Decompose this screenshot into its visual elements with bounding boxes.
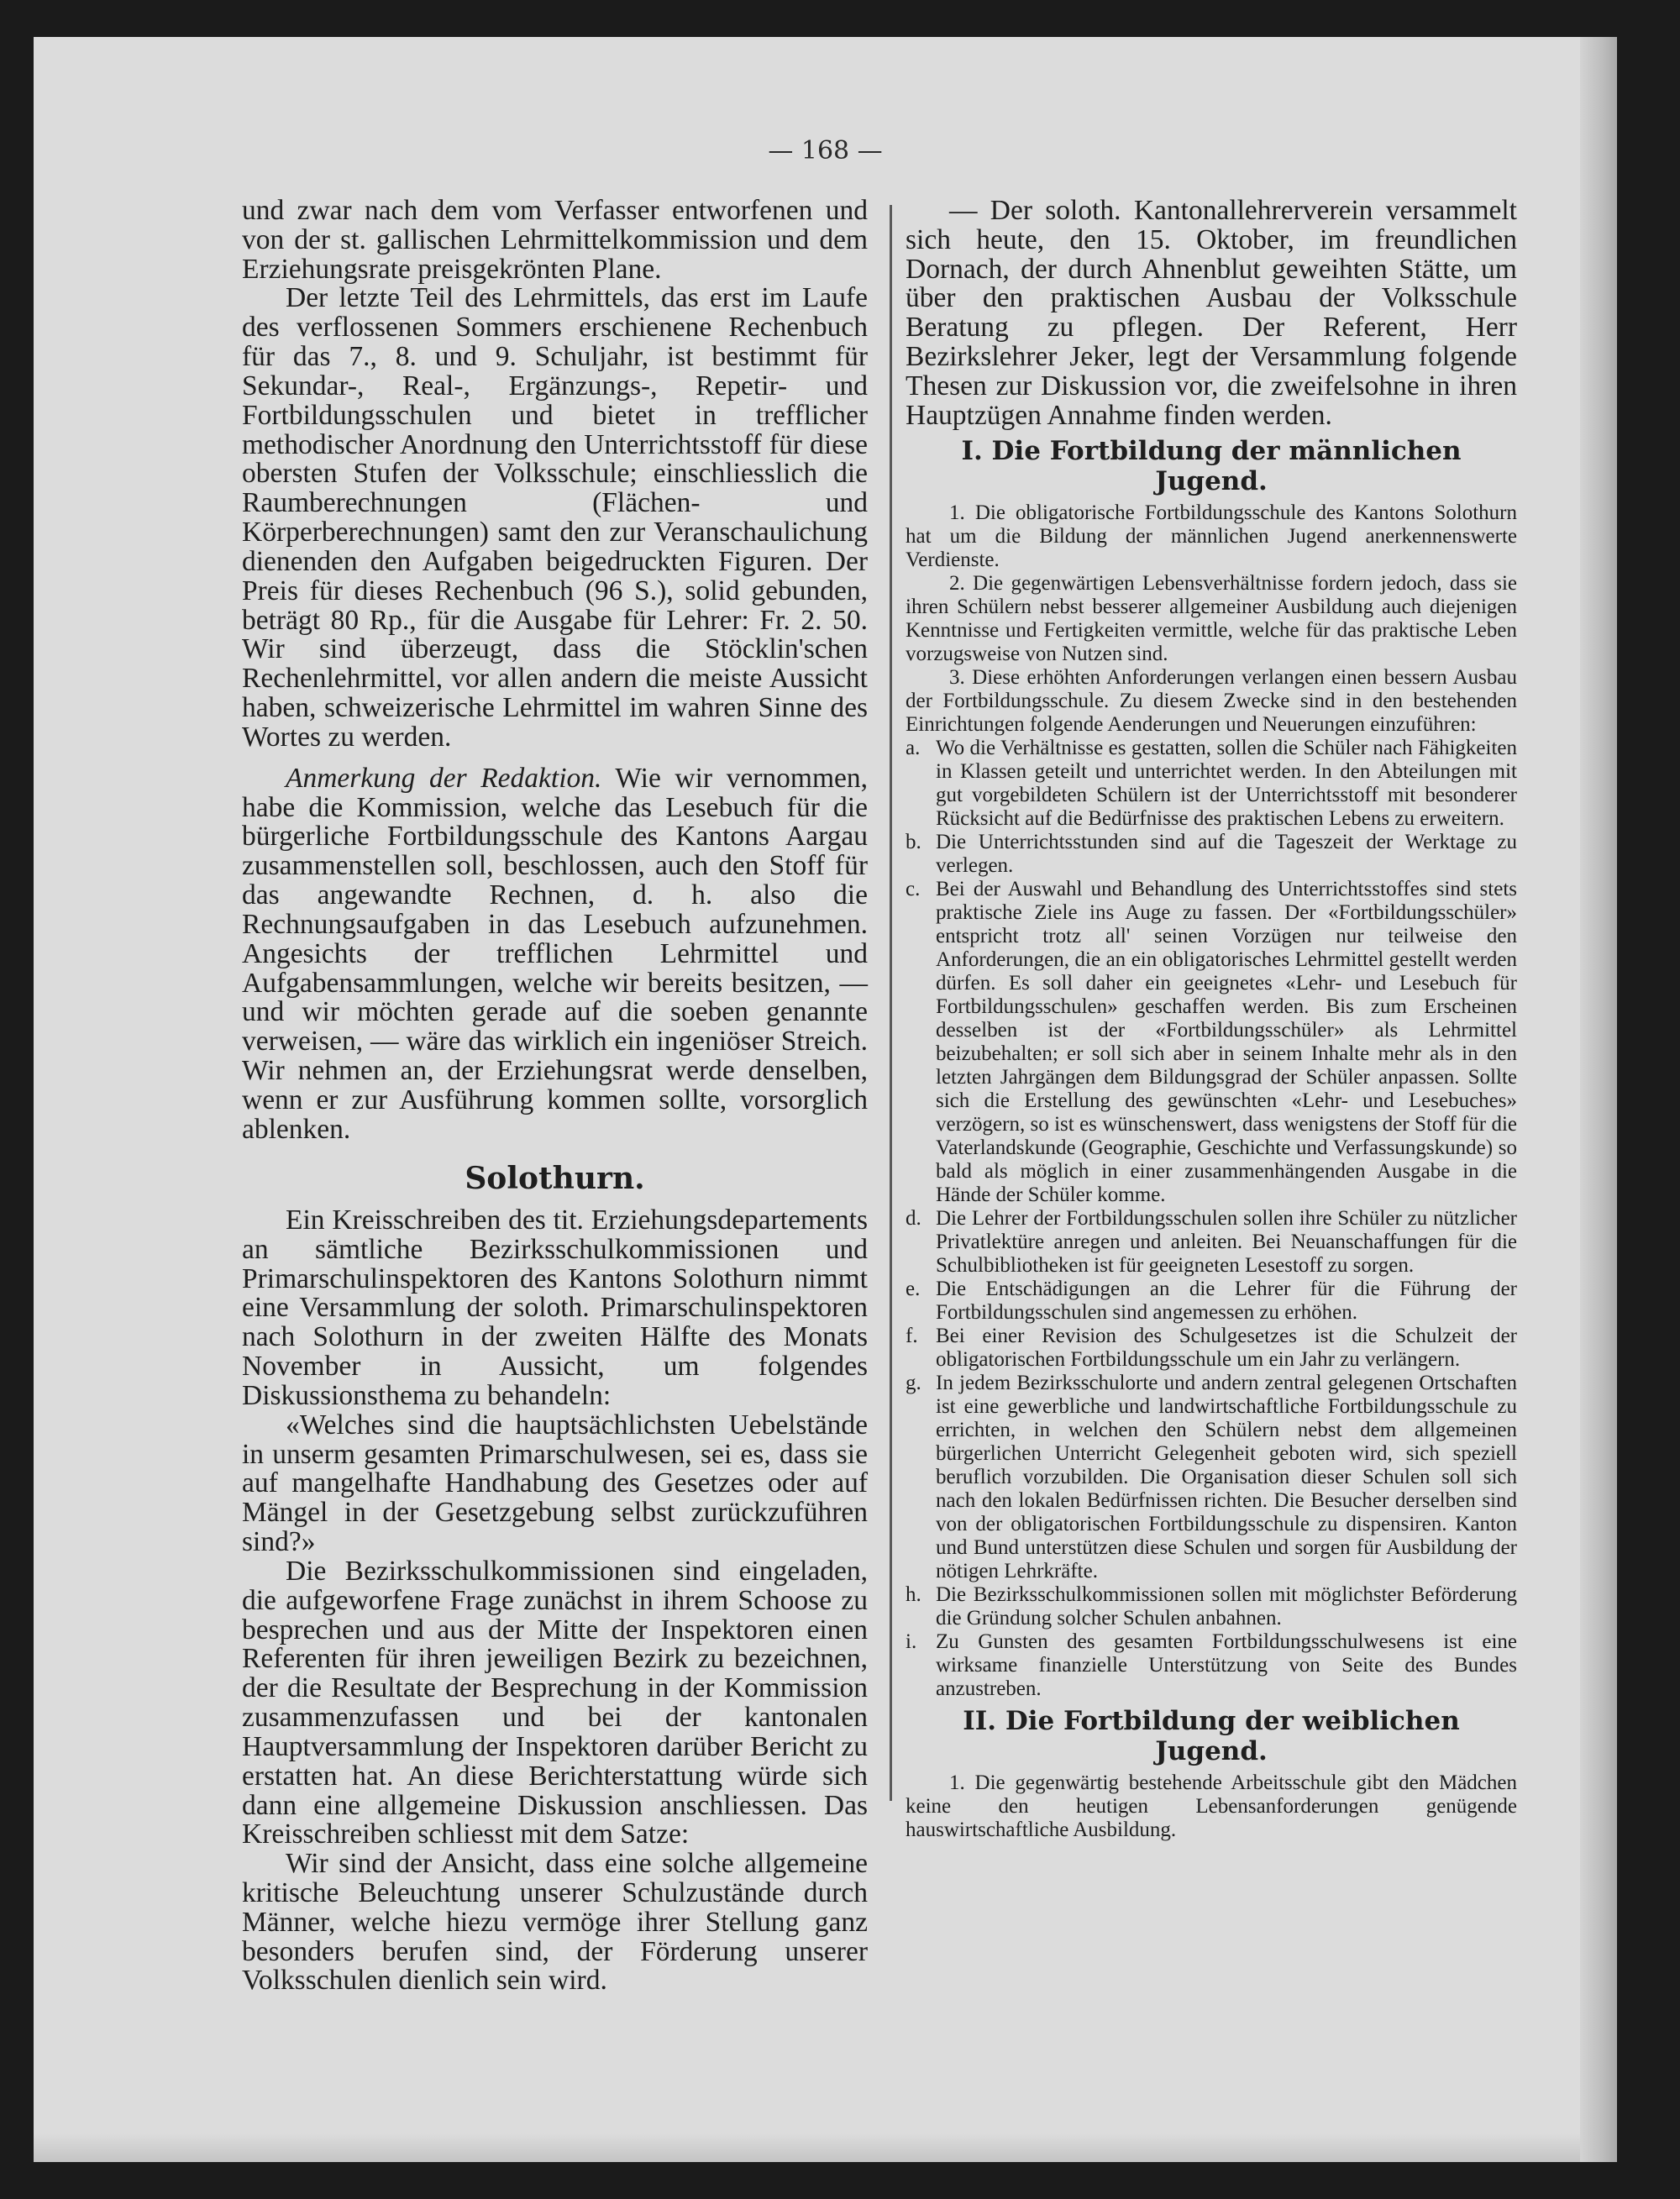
list-marker: c. <box>906 877 921 900</box>
column-divider <box>890 205 892 1801</box>
thesis-items <box>906 737 1517 1701</box>
thesis: 3. Diese erhöhten Anforderungen verlangen einen bessern Ausbau der Fortbildungsschule. Zu diesem Zwecke sind in den bestehenden Einrichtungen folgende Aenderungen und Neuerungen einzuführen: <box>906 665 1517 736</box>
list-marker: g. <box>906 1371 921 1394</box>
scanned-page <box>34 37 1617 2162</box>
list-item <box>906 1583 1517 1630</box>
paragraph: Der letzte Teil des Lehrmittels, das erst im Laufe des verflossenen Sommers erschienene Rechenbuch für das 7., 8. und 9. Schuljahr, ist bestimmt für Sekundar-, Real-, Ergänzungs-, Repetir- und Fortbildungsschulen und bietet in trefflicher methodischer Anordnung den Unterrichtsstoff für diese obersten Stufen der Volksschule; einschliesslich die Raumberechnungen (Flächen- und Körperberechnungen) samt den zur Veranschaulichung dienenden den Aufgaben beigedruckten Figuren. Der Preis für dieses Rechenbuch (96 S.), solid gebunden, beträgt 80 Rp., für die Ausgabe für Lehrer: Fr. 2. 50. Wir sind überzeugt, dass die Stöcklin'schen Rechenlehrmittel, vor allen andern die meiste Aussicht haben, schweizerische Lehrmittel im wahren Sinne des Wortes zu werden. <box>242 282 868 753</box>
thesis: 2. Die gegenwärtigen Lebensverhältnisse fordern jedoch, dass sie ihren Schülern nebst besserer allgemeiner Ausbildung auch diejenigen Kenntnisse und Fertigkeiten vermittle, welche für das praktische Leben vorzugsweise von Nutzen sind. <box>906 571 1517 665</box>
list-marker: i. <box>906 1630 917 1653</box>
list-item <box>906 1372 1517 1583</box>
list-item <box>906 1278 1517 1325</box>
list-text: In jedem Bezirksschulorte und andern zentral gelegenen Ortschaften ist eine gewerbliche und landwirtschaftliche Fortbildungsschule zu errichten, in welchen den Schülern nebst dem allgemeinen bürgerlichen Unterricht Gelegenheit geboten wird, sich speziell beruflich vorzubilden. Die Organisation dieser Schulen soll sich nach den lokalen Bedürfnissen richten. Die Besucher derselben sind von der obligatorischen Fortbildungsschule zu dispensiren. Kanton und Bund unterstützen diese Schulen und sorgen für Ausbildung der nötigen Lehrkräfte. <box>936 1371 1517 1582</box>
paragraph: und zwar nach dem vom Verfasser entworfenen und von der st. gallischen Lehrmittelkommission und dem Erziehungsrate preisgekrönten Plane. <box>242 195 868 285</box>
list-item <box>906 1325 1517 1372</box>
list-text: Die Bezirksschulkommissionen sollen mit möglichster Beförderung die Gründung solcher Schulen anbahnen. <box>936 1582 1517 1630</box>
thesis: 1. Die obligatorische Fortbildungsschule des Kantons Solothurn hat um die Bildung der männlichen Jugend anerkennenswerte Verdienste. <box>906 501 1517 571</box>
page-number: — 168 — <box>768 136 883 165</box>
editorial-note <box>242 764 868 1145</box>
left-column <box>242 197 868 1996</box>
paragraph: Die Bezirksschulkommissionen sind eingeladen, die aufgeworfene Frage zunächst in ihrem Schoose zu besprechen und aus der Mitte der Inspektoren einen Referenten für ihren jeweiligen Bezirk zu bezeichnen, der die Resultate der Besprechung in der Kommission zusammenzufassen und bei der kantonalen Hauptversammlung der Inspektoren darüber Bericht zu erstatten hat. An diese Berichterstattung würde sich dann eine allgemeine Diskussion anschliessen. Das Kreisschreiben schliesst mit dem Satze: <box>242 1555 868 1850</box>
list-marker: d. <box>906 1206 921 1230</box>
list-text: Zu Gunsten des gesamten Fortbildungsschulwesens ist eine wirksame finanzielle Unterstützung von Seite des Bundes anzustreben. <box>936 1630 1517 1700</box>
editorial-note-text: Wie wir vernommen, habe die Kommission, welche das Lesebuch für die bürgerliche Fortbildungsschule des Kantons Aargau zusammenstellen soll, beschlossen, auch den Stoff für das angewandte Rechnen, d. h. also die Rechnungsaufgaben in das Lesebuch aufzunehmen. Angesichts der trefflichen Lehrmittel und Aufgabensammlungen, welche wir bereits besitzen, — und wir möchten gerade auf die soeben genannte verweisen, — wäre das wirklich ein ingeniöser Streich. Wir nehmen an, der Erziehungsrat werde denselben, wenn er zur Ausführung kommen sollte, vorsorglich ablenken. <box>242 762 869 1145</box>
paragraph: — Der soloth. Kantonallehrerverein versammelt sich heute, den 15. Oktober, im freundlichen Dornach, der durch Ahnenblut geweihten Stätte, um über den praktischen Ausbau der Volksschule Beratung zu pflegen. Der Referent, Herr Bezirkslehrer Jeker, legt der Versammlung folgende Thesen zur Diskussion vor, die zweifelsohne in ihren Hauptzügen Annahme finden werden. <box>906 195 1517 431</box>
list-text: Die Lehrer der Fortbildungsschulen sollen ihre Schüler zu nützlicher Privatlektüre anregen und anleiten. Bei Neuanschaffungen für die Schulbibliotheken ist für geeigneten Lesestoff zu sorgen. <box>936 1206 1517 1277</box>
section-heading: Solothurn. <box>465 1160 645 1196</box>
list-item <box>906 1630 1517 1701</box>
list-text: Bei einer Revision des Schulgesetzes ist die Schulzeit der obligatorischen Fortbildungsschule um ein Jahr zu verlängern. <box>936 1324 1517 1371</box>
thesis: 1. Die gegenwärtig bestehende Arbeitsschule gibt den Mädchen keine den heutigen Lebensanforderungen genügende hauswirtschaftliche Ausbildung. <box>906 1771 1517 1841</box>
list-item <box>906 878 1517 1207</box>
editorial-note-label: Anmerkung der Redaktion. <box>286 762 602 794</box>
list-item <box>906 1207 1517 1278</box>
list-text: Bei der Auswahl und Behandlung des Unterrichtsstoffes sind stets praktische Ziele ins Auge zu fassen. Der «Fortbildungsschüler» entspricht trotz all' seinen Vorzügen nur teilweise den Anforderungen, die an ein obligatorisches Lehrmittel gestellt werden dürfen. Es soll daher ein geeignetes «Lehr- und Lesebuch für Fortbildungsschulen» geschaffen werden. Bis zum Erscheinen desselben ist der «Fortbildungsschüler» als Lehrmittel beizubehalten; er soll sich aber in seinem Inhalte mehr als in den letzten Jahrgängen dem Bildungsgrad der Schüler anpassen. Sollte sich die Erstellung des gewünschten «Lehr- und Lesebuches» verzögern, so ist es wünschenswert, dass wenigstens der Stoff für die Vaterlandskunde (Geographie, Geschichte und Verfassungskunde) so bald als möglich in einer zusammenhängenden Ausgabe in die Hände der Schüler komme. <box>936 877 1517 1206</box>
thesis-heading: II. Die Fortbildung der weiblichen Jugend. <box>963 1705 1460 1766</box>
paragraph: «Welches sind die hauptsächlichsten Uebelstände in unserm gesamten Primarschulwesen, sei es, dass sie auf mangelhafte Handhabung des Gesetzes oder auf Mängel in der Gesetzgebung selbst zurückzuführen sind?» <box>242 1409 868 1558</box>
page-edge-shadow <box>34 2133 1617 2162</box>
list-marker: b. <box>906 830 921 853</box>
right-column <box>906 197 1517 1842</box>
thesis-heading: I. Die Fortbildung der männlichen Jugend. <box>961 435 1462 496</box>
list-text: Wo die Verhältnisse es gestatten, sollen die Schüler nach Fähigkeiten in Klassen geteilt und unterrichtet werden. In den Abteilungen mit gut vorgebildeten Schülern ist der Unterrichtsstoff mit besonderer Rücksicht auf die Bedürfnisse des praktischen Lebens zu erweitern. <box>936 736 1517 830</box>
list-marker: h. <box>906 1582 921 1606</box>
list-marker: a. <box>906 736 921 759</box>
list-marker: f. <box>906 1324 918 1347</box>
paragraph: Wir sind der Ansicht, dass eine solche allgemeine kritische Beleuchtung unserer Schulzustände durch Männer, welche hiezu vermöge ihrer Stellung ganz besonders berufen sind, der Förderung unserer Volksschulen dienlich sein wird. <box>242 1848 868 1997</box>
list-item <box>906 831 1517 878</box>
list-text: Die Entschädigungen an die Lehrer für die Führung der Fortbildungsschulen sind angemessen zu erhöhen. <box>936 1277 1517 1324</box>
list-text: Die Unterrichtsstunden sind auf die Tageszeit der Werktage zu verlegen. <box>936 830 1517 877</box>
list-item <box>906 737 1517 831</box>
paragraph: Ein Kreisschreiben des tit. Erziehungsdepartements an sämtliche Bezirksschulkommissionen und Primarschulinspektoren des Kantons Solothurn nimmt eine Versammlung der soloth. Primarschulinspektoren nach Solothurn in der zweiten Hälfte des Monats November in Aussicht, um folgendes Diskussionsthema zu behandeln: <box>242 1204 868 1411</box>
list-marker: e. <box>906 1277 921 1300</box>
